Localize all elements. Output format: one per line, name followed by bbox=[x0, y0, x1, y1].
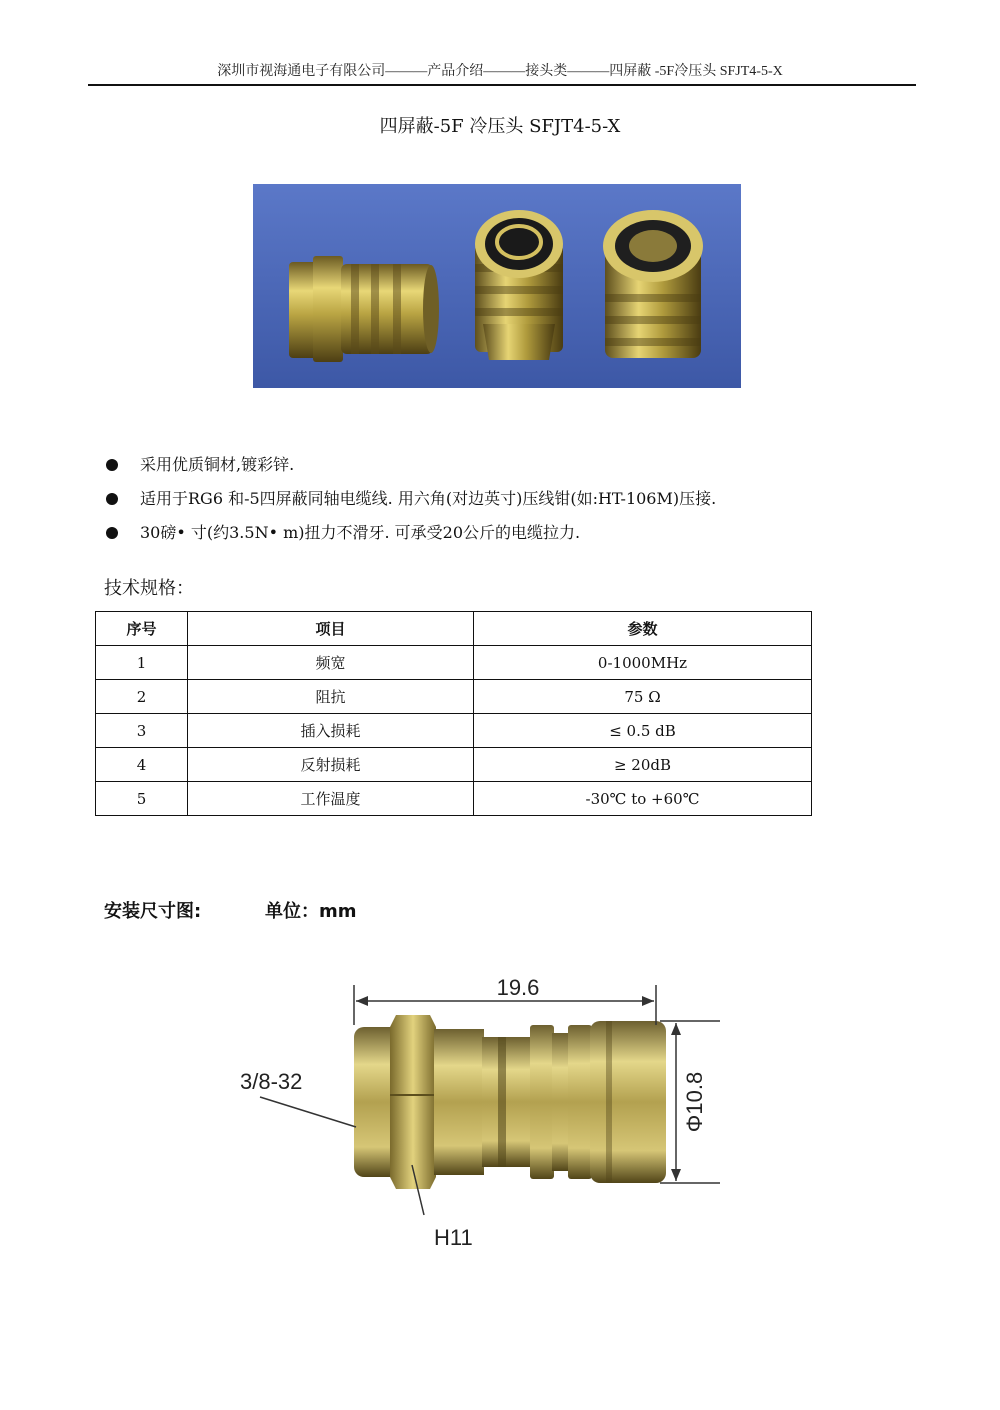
diameter-dimension bbox=[660, 1021, 720, 1183]
hex-label: H11 bbox=[434, 1225, 473, 1250]
table-row bbox=[96, 646, 812, 680]
header-cell-index: 序号 bbox=[96, 612, 188, 646]
table-row bbox=[96, 680, 812, 714]
header-rule bbox=[88, 84, 916, 86]
feature-text: 采用优质铜材,镀彩锌. bbox=[140, 455, 295, 474]
connector-photo-2 bbox=[475, 210, 563, 360]
table-cell: ≥ 20dB bbox=[474, 748, 812, 782]
connector-drawing bbox=[354, 1015, 666, 1189]
thread-label: 3/8-32 bbox=[240, 1069, 303, 1094]
table-cell: -30℃ to +60℃ bbox=[474, 782, 812, 816]
bullet-icon bbox=[106, 459, 118, 471]
bullet-icon bbox=[106, 527, 118, 539]
feature-item bbox=[104, 448, 716, 482]
unit-label: 单位：mm bbox=[265, 901, 357, 922]
document-title: 四屏蔽-5F 冷压头 SFJT4-5-X bbox=[379, 116, 621, 137]
table-header-row bbox=[96, 612, 812, 646]
table-cell: 4 bbox=[96, 748, 188, 782]
dimension-drawing bbox=[230, 965, 750, 1255]
feature-text: 适用于RG6 和-5四屏蔽同轴电缆线. 用六角(对边英寸)压线钳(如:HT-106M)压接. bbox=[140, 489, 717, 508]
table-cell: 75 Ω bbox=[474, 680, 812, 714]
feature-item bbox=[104, 516, 716, 550]
feature-text: 30磅• 寸(约3.5N• m)扭力不滑牙. 可承受20公斤的电缆拉力. bbox=[140, 523, 581, 542]
table-cell: 插入损耗 bbox=[188, 714, 474, 748]
table-cell: 3 bbox=[96, 714, 188, 748]
spec-section-label: 技术规格： bbox=[104, 578, 194, 599]
connector-photo-3 bbox=[603, 210, 703, 358]
table-cell: 5 bbox=[96, 782, 188, 816]
table-cell: 2 bbox=[96, 680, 188, 714]
table-cell: 频宽 bbox=[188, 646, 474, 680]
table-cell: 0-1000MHz bbox=[474, 646, 812, 680]
table-row bbox=[96, 782, 812, 816]
diameter-label: Φ10.8 bbox=[682, 1071, 707, 1133]
install-dimension-label: 安装尺寸图: bbox=[104, 901, 202, 922]
header-cell-param: 参数 bbox=[474, 612, 812, 646]
connector-photo-1 bbox=[289, 256, 439, 362]
length-label: 19.6 bbox=[496, 975, 540, 1000]
bullet-icon bbox=[106, 493, 118, 505]
header-cell-item: 项目 bbox=[188, 612, 474, 646]
feature-item bbox=[104, 482, 716, 516]
thread-callout bbox=[240, 1069, 356, 1127]
table-cell: 阻抗 bbox=[188, 680, 474, 714]
table-row bbox=[96, 748, 812, 782]
table-row bbox=[96, 714, 812, 748]
page-header: 深圳市视海通电子有限公司———产品介绍———接头类———四屏蔽 -5F冷压头 SFJT4-5-X bbox=[217, 64, 783, 79]
table-cell: ≤ 0.5 dB bbox=[474, 714, 812, 748]
table-cell: 工作温度 bbox=[188, 782, 474, 816]
spec-table bbox=[95, 611, 812, 816]
table-cell: 1 bbox=[96, 646, 188, 680]
table-cell: 反射损耗 bbox=[188, 748, 474, 782]
feature-list bbox=[104, 448, 716, 550]
product-photo bbox=[253, 184, 741, 388]
